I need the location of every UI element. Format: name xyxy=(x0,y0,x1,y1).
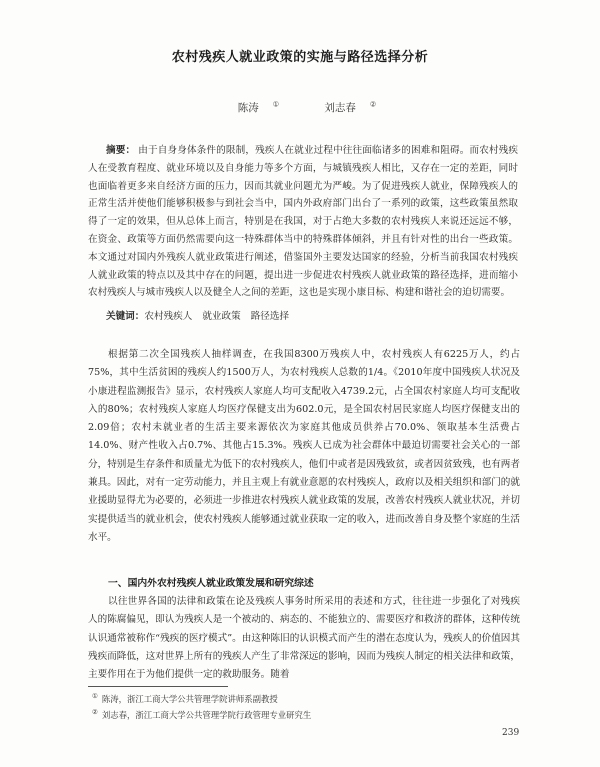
author-2-name: 刘志春 xyxy=(324,102,356,114)
section-heading: 一、国内外农村残疾人就业政策发展和研究综述 xyxy=(108,578,314,589)
author-1-name: 陈涛 xyxy=(237,102,259,114)
abstract xyxy=(88,142,518,302)
abstract-label: 摘要： xyxy=(106,145,136,156)
footnote-2-mark: ② xyxy=(92,707,98,716)
author-1-footnote-mark: ① xyxy=(272,100,280,109)
keyword: 就业政策 xyxy=(202,311,241,322)
footnote-divider xyxy=(88,686,228,687)
footnote-1-text: 陈涛，浙江工商大学公共管理学院讲师系副教授 xyxy=(101,693,278,704)
author-2 xyxy=(310,102,376,114)
keyword: 农村残疾人 xyxy=(144,311,193,322)
author-line xyxy=(0,100,600,115)
article-title: 农村残疾人就业政策的实施与路径选择分析 xyxy=(171,50,429,65)
body-paragraph-1: 根据第二次全国残疾人抽样调查，在我国8300万残疾人中，农村残疾人有6225万人，约占75%，其中生活贫困的残疾人约1500万人，为农村残疾人总数的1/4。《2010年度中国残疾人状况及小康进程监测报告》显示，农村残疾人家庭人均可支配收入4739.2元，占全国农村家庭人均可支配收入的80%；农村残疾人家庭人均医疗保健支出为602.0元，是全国农村居民家庭人均医疗保健支出的2.09倍；农村未就业者的生活主要来源依次为家庭其他成员供养占70.0%、领取基本生活费占14.0%、财产性收入占0.7%、其他占15.3%。残疾人已成为社会群体中最迫切需要社会关心的一部分，特别是生存条件和质量尤为低下的农村残疾人，他们中或者是因残致贫，或者因贫致残，也有两者兼具。因此，对有一定劳动能力，并且主观上有就业意愿的农村残疾人，政府以及相关组织和部门的就业援助显得尤为必要的，必须进一步推进农村残疾人就业政策的发展，改善农村残疾人就业状况，并切实提供适当的就业机会，使农村残疾人能够通过就业获取一定的收入，进而改善自身及整个家庭的生活水平。 xyxy=(88,349,520,543)
keyword: 路径选择 xyxy=(250,311,290,322)
footnote-1-mark: ① xyxy=(92,692,98,700)
keywords-label: 关键词： xyxy=(106,311,145,322)
footnote-2-text: 刘志春，浙江工商大学公共管理学院行政管理专业研究生 xyxy=(101,709,312,720)
footnotes xyxy=(92,690,512,722)
page-number: 239 xyxy=(502,728,520,738)
body-paragraph-2: 以往世界各国的法律和政策在论及残疾人事务时所采用的表述和方式，往往进一步强化了对残疾人的陈腐偏见，即认为残疾人是一个被动的、病态的、不能独立的、需要医疗和救济的群体，这种传统认识通常被称作“残疾的医疗模式”。由这种陈旧的认识模式而产生的潜在态度认为，残疾人的价值因其残疾而降低，这对世界上所有的残疾人产生了非常深远的影响，因而为残疾人制定的相关法律和政策，主要作用在于为他们提供一定的救助服务。随着 xyxy=(88,596,520,681)
author-1 xyxy=(224,102,279,114)
footnote-2 xyxy=(92,706,512,722)
footnote-1 xyxy=(92,690,512,706)
keywords xyxy=(106,308,526,322)
author-2-footnote-mark: ② xyxy=(369,100,377,109)
abstract-text: 由于自身身体条件的限制，残疾人在就业过程中往往面临诸多的困难和阻碍。而农村残疾人在受教育程度、就业环境以及自身能力等多个方面，与城镇残疾人相比，又存在一定的差距，同时也面临着更多来自经济方面的压力，因而其就业问题尤为严峻。为了促进残疾人就业，保障残疾人的正常生活并使他们能够积极参与到社会当中，国内外政府部门出台了一系列的政策，这些政策虽然取得了一定的效果，但从总体上而言，特别是在我国，对于占绝大多数的农村残疾人来说还远远不够，在资金、政策等方面仍然需要向这一特殊群体当中的特殊群体倾斜，并且有针对性的出台一些政策。本文通过对国内外残疾人就业政策进行阐述，借鉴国外主要发达国家的经验，分析当前我国农村残疾人就业政策的特点以及其中存在的问题，提出进一步促进农村残疾人就业政策的路径选择，进而缩小农村残疾人与城市残疾人以及健全人之间的差距，这也是实现小康目标、构建和谐社会的迫切需要。 xyxy=(88,145,519,299)
